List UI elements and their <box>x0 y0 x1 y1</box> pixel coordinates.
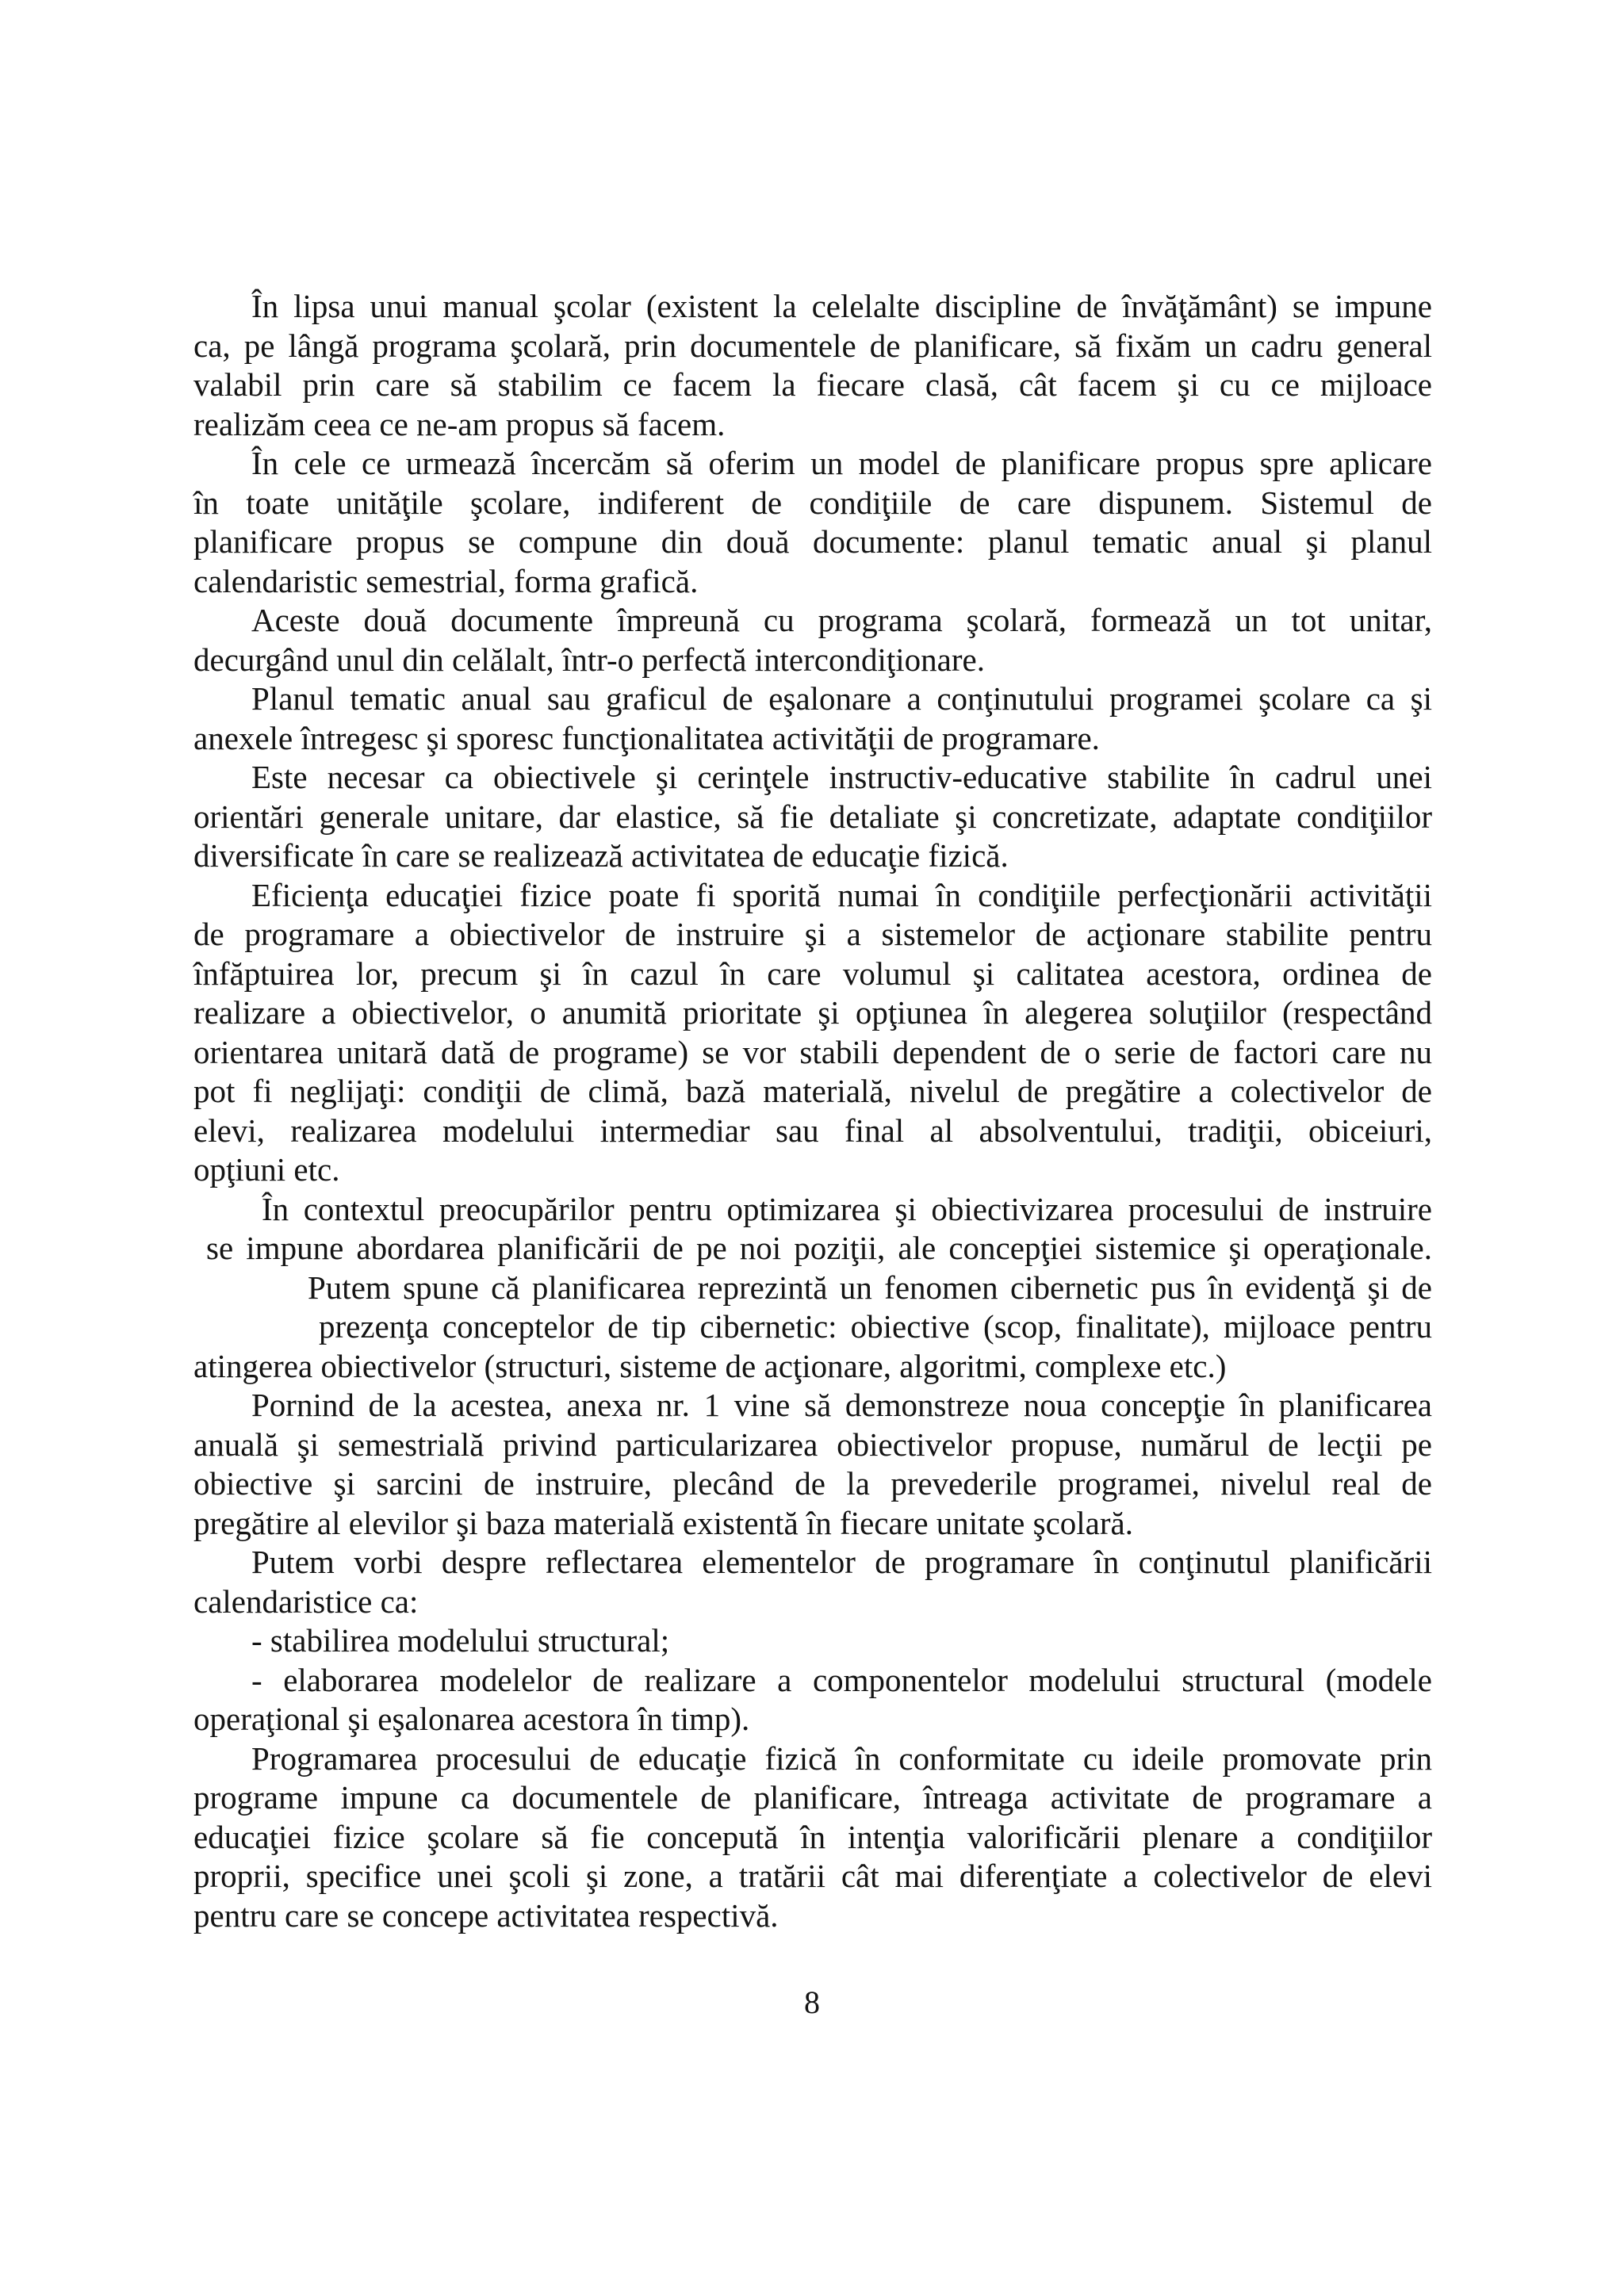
text-line: Putem spune că planificarea reprezintă un fenomen cibernetic pus în evidenţă şi de <box>308 1269 1432 1306</box>
text-line: se impune abordarea planificării de pe noi poziţii, ale concepţiei sistemice şi operaţionale. <box>206 1230 1432 1266</box>
text-line: Eficienţa educaţiei fizice poate fi sporită numai în condiţiile perfecţionării activităţii <box>251 876 1432 913</box>
text-line: În cele ce urmează încercăm să oferim un model de planificare propus spre aplicare <box>251 445 1432 481</box>
text-line: - elaborarea modelelor de realizare a componentelor modelului structural (modele <box>251 1661 1432 1698</box>
text-line: realizăm ceea ce ne-am propus să facem. <box>193 405 726 442</box>
text-line: operaţional şi eşalonarea acestora în timp). <box>193 1701 750 1737</box>
text-line: obiective şi sarcini de instruire, plecând de la prevederile programei, nivelul real de <box>193 1465 1432 1502</box>
text-line: calendaristice ca: <box>193 1582 419 1620</box>
text-line: pregătire al elevilor şi baza materială existentă în fiecare unitate şcolară. <box>193 1504 1133 1541</box>
text-line: anexele întregesc şi sporesc funcţionalitatea activităţii de programare. <box>193 719 1100 756</box>
text-line: calendaristic semestrial, forma grafică. <box>193 562 699 599</box>
text-line: - stabilirea modelului structural; <box>251 1622 670 1659</box>
text-line: pentru care se concepe activitatea respectivă. <box>193 1896 779 1934</box>
text-line: prezenţa conceptelor de tip cibernetic: obiective (scop, finalitate), mijloace pentru <box>319 1308 1432 1345</box>
text-line: Planul tematic anual sau graficul de eşalonare a conţinutului programei şcolare ca şi <box>251 680 1432 717</box>
text-line: anuală şi semestrială privind particularizarea obiectivelor propuse, numărul de lecţii pe <box>193 1425 1432 1463</box>
text-line: Programarea procesului de educaţie fizică în conformitate cu ideile promovate prin <box>251 1739 1432 1777</box>
text-line: În contextul preocupărilor pentru optimizarea şi obiectivizarea procesului de instruire <box>262 1190 1432 1227</box>
text-line: Este necesar ca obiectivele şi cerinţele instructiv-educative stabilite în cadrul unei <box>251 759 1432 795</box>
body-text <box>193 287 1432 1935</box>
text-line: ca, pe lângă programa şcolară, prin documentele de planificare, să fixăm un cadru general <box>193 327 1432 364</box>
text-line: Aceste două documente împreună cu programa şcolară, formează un tot unitar, <box>251 602 1432 638</box>
text-line: realizare a obiectivelor, o anumită prioritate şi opţiunea în alegerea soluţiilor (respectând <box>193 994 1432 1031</box>
text-line: orientări generale unitare, dar elastice, să fie detaliate şi concretizate, adaptate condiţiilor <box>193 798 1432 835</box>
text-line: orientarea unitară dată de programe) se vor stabili dependent de o serie de factori care nu <box>193 1033 1432 1070</box>
text-line: În lipsa unui manual şcolar (existent la celelalte discipline de învăţământ) se impune <box>251 288 1432 324</box>
text-line: Putem vorbi despre reflectarea elementelor de programare în conţinutul planificării <box>251 1544 1432 1580</box>
text-line: proprii, specifice unei şcoli şi zone, a tratării cât mai diferenţiate a colectivelor de elevi <box>193 1858 1432 1894</box>
text-line: educaţiei fizice şcolare să fie concepută în intenţia valorificării plenare a condiţiilor <box>193 1818 1432 1855</box>
text-line: pot fi neglijaţi: condiţii de climă, bază materială, nivelul de pregătire a colectivelor de <box>193 1073 1432 1109</box>
text-line: atingerea obiectivelor (structuri, sisteme de acţionare, algoritmi, complexe etc.) <box>193 1347 1227 1384</box>
text-line: elevi, realizarea modelului intermediar sau final al absolventului, tradiţii, obiceiuri, <box>193 1112 1432 1149</box>
text-line: planificare propus se compune din două documente: planul tematic anual şi planul <box>193 523 1432 560</box>
text-line: opţiuni etc. <box>193 1151 340 1188</box>
text-line: decurgând unul din celălalt, într-o perfectă intercondiţionare. <box>193 641 985 678</box>
text-line: înfăptuirea lor, precum şi în cazul în care volumul şi calitatea acestora, ordinea de <box>193 955 1432 992</box>
text-line: programe impune ca documentele de planificare, întreaga activitate de programare a <box>193 1779 1432 1816</box>
page-number: 8 <box>804 1984 820 2020</box>
text-line: de programare a obiectivelor de instruire şi a sistemelor de acţionare stabilite pentru <box>193 916 1432 952</box>
text-line: Pornind de la acestea, anexa nr. 1 vine să demonstreze noua concepţie în planificarea <box>251 1387 1432 1423</box>
text-line: valabil prin care să stabilim ce facem la fiecare clasă, cât facem şi cu ce mijloace <box>193 366 1432 403</box>
text-line: în toate unităţile şcolare, indiferent de condiţiile de care dispunem. Sistemul de <box>193 484 1432 521</box>
text-line: diversificate în care se realizează activitatea de educaţie fizică. <box>193 837 1009 874</box>
